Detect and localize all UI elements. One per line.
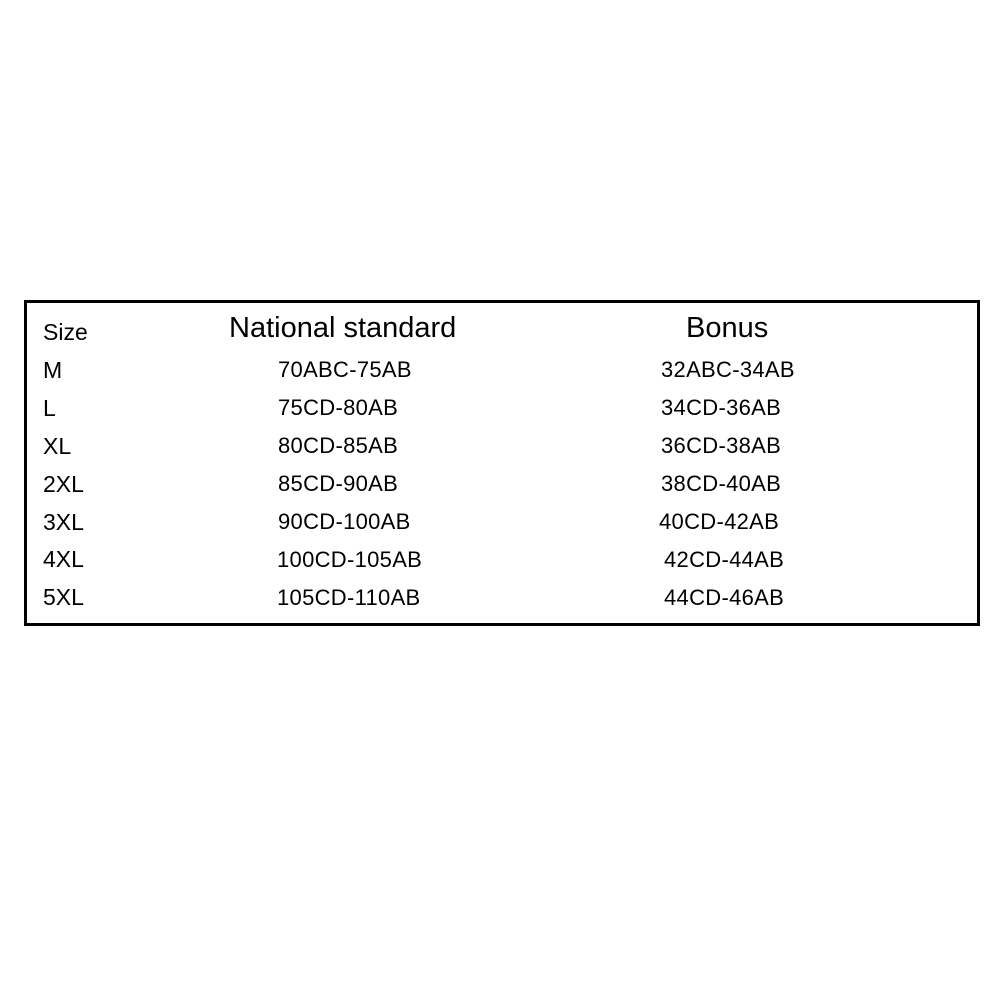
header-size: Size — [43, 319, 88, 345]
row-bonus: 40CD-42AB — [659, 509, 780, 534]
row-national: 70ABC-75AB — [278, 357, 412, 382]
row-national: 100CD-105AB — [277, 547, 423, 572]
row-bonus: 38CD-40AB — [661, 471, 782, 496]
header-bonus: Bonus — [686, 312, 769, 344]
size-chart-table — [24, 300, 980, 626]
header-national-standard: National standard — [229, 312, 457, 344]
row-size: XL — [43, 433, 72, 459]
row-national: 90CD-100AB — [278, 509, 411, 534]
row-size: 5XL — [43, 584, 84, 610]
row-bonus: 42CD-44AB — [664, 547, 785, 572]
row-bonus: 44CD-46AB — [664, 585, 785, 610]
row-size: 4XL — [43, 546, 84, 572]
row-size: 3XL — [43, 509, 84, 535]
row-national: 85CD-90AB — [278, 471, 399, 496]
row-bonus: 32ABC-34AB — [661, 357, 795, 382]
row-size: M — [43, 357, 63, 383]
row-bonus: 34CD-36AB — [661, 395, 782, 420]
row-size: L — [43, 395, 56, 421]
row-national: 75CD-80AB — [278, 395, 399, 420]
row-national: 80CD-85AB — [278, 433, 399, 458]
row-national: 105CD-110AB — [277, 585, 421, 610]
row-bonus: 36CD-38AB — [661, 433, 782, 458]
row-size: 2XL — [43, 471, 84, 497]
